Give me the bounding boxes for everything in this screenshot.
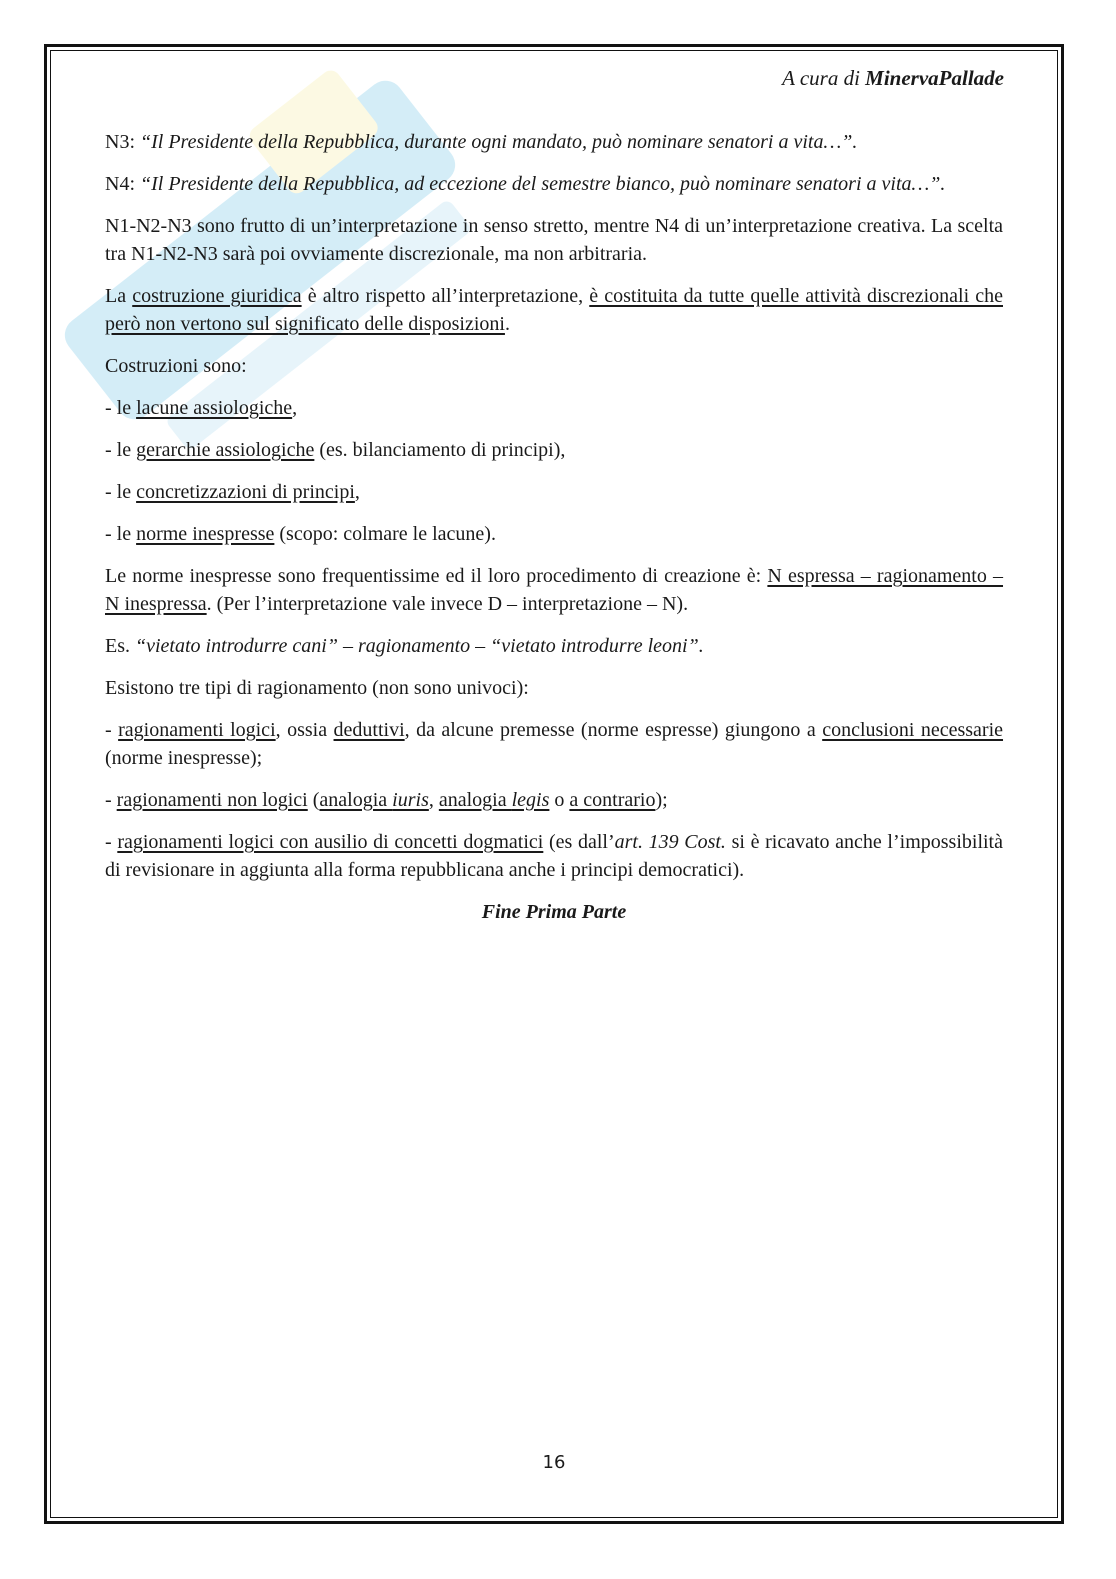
document-body: [105, 128, 1003, 940]
paragraph-example: Es. “vietato introdurre cani” – ragionamento – “vietato introdurre leoni”.: [105, 635, 704, 657]
list-item: - ragionamenti logici, ossia deduttivi, da alcune premesse (norme espresse) giungono a conclusioni necessarie (norme inespresse);: [105, 719, 1004, 769]
page-number: 16: [542, 1452, 566, 1473]
list-item: - ragionamenti logici con ausilio di concetti dogmatici (es dall’art. 139 Cost. si è ricavato anche l’impossibilità di revisionare in aggiunta alla forma repubblicana anche i principi democratici).: [105, 831, 1003, 881]
list-item: - le gerarchie assiologiche (es. bilanciamento di principi),: [105, 439, 566, 461]
paragraph-interpretation: N1-N2-N3 sono frutto di un’interpretazione in senso stretto, mentre N4 di un’interpretazione creativa. La scelta tra N1-N2-N3 sarà poi ovviamente discrezionale, ma non arbitraria.: [105, 215, 1003, 265]
list-item: - le concretizzazioni di principi,: [105, 481, 360, 503]
end-of-part-title: Fine Prima Parte: [481, 901, 627, 923]
paragraph-construction: La costruzione giuridica è altro rispetto all’interpretazione, è costituita da tutte quelle attività discrezionali che però non vertono sul significato delle disposizioni.: [105, 285, 1003, 335]
list-item: - ragionamenti non logici (analogia iuris, analogia legis o a contrario);: [105, 789, 668, 811]
paragraph-unexpressed-norms: Le norme inespresse sono frequentissime ed il loro procedimento di creazione è: N espressa – ragionamento – N inespressa. (Per l’interpretazione vale invece D – interpretazione – N).: [105, 565, 1004, 615]
list-item: - le norme inespresse (scopo: colmare le lacune).: [105, 523, 496, 545]
paragraph-constructions-intro: Costruzioni sono:: [105, 355, 247, 377]
paragraph-reasoning-intro: Esistono tre tipi di ragionamento (non sono univoci):: [105, 677, 529, 699]
page-header: A cura di MinervaPallade: [782, 66, 1004, 90]
paragraph-n4: N4: “Il Presidente della Repubblica, ad eccezione del semestre bianco, può nominare senatori a vita…”.: [105, 173, 946, 195]
list-item: - le lacune assiologiche,: [105, 397, 298, 419]
paragraph-n3: N3: “Il Presidente della Repubblica, durante ogni mandato, può nominare senatori a vita…”.: [105, 131, 858, 153]
author-name: MinervaPallade: [865, 66, 1004, 90]
